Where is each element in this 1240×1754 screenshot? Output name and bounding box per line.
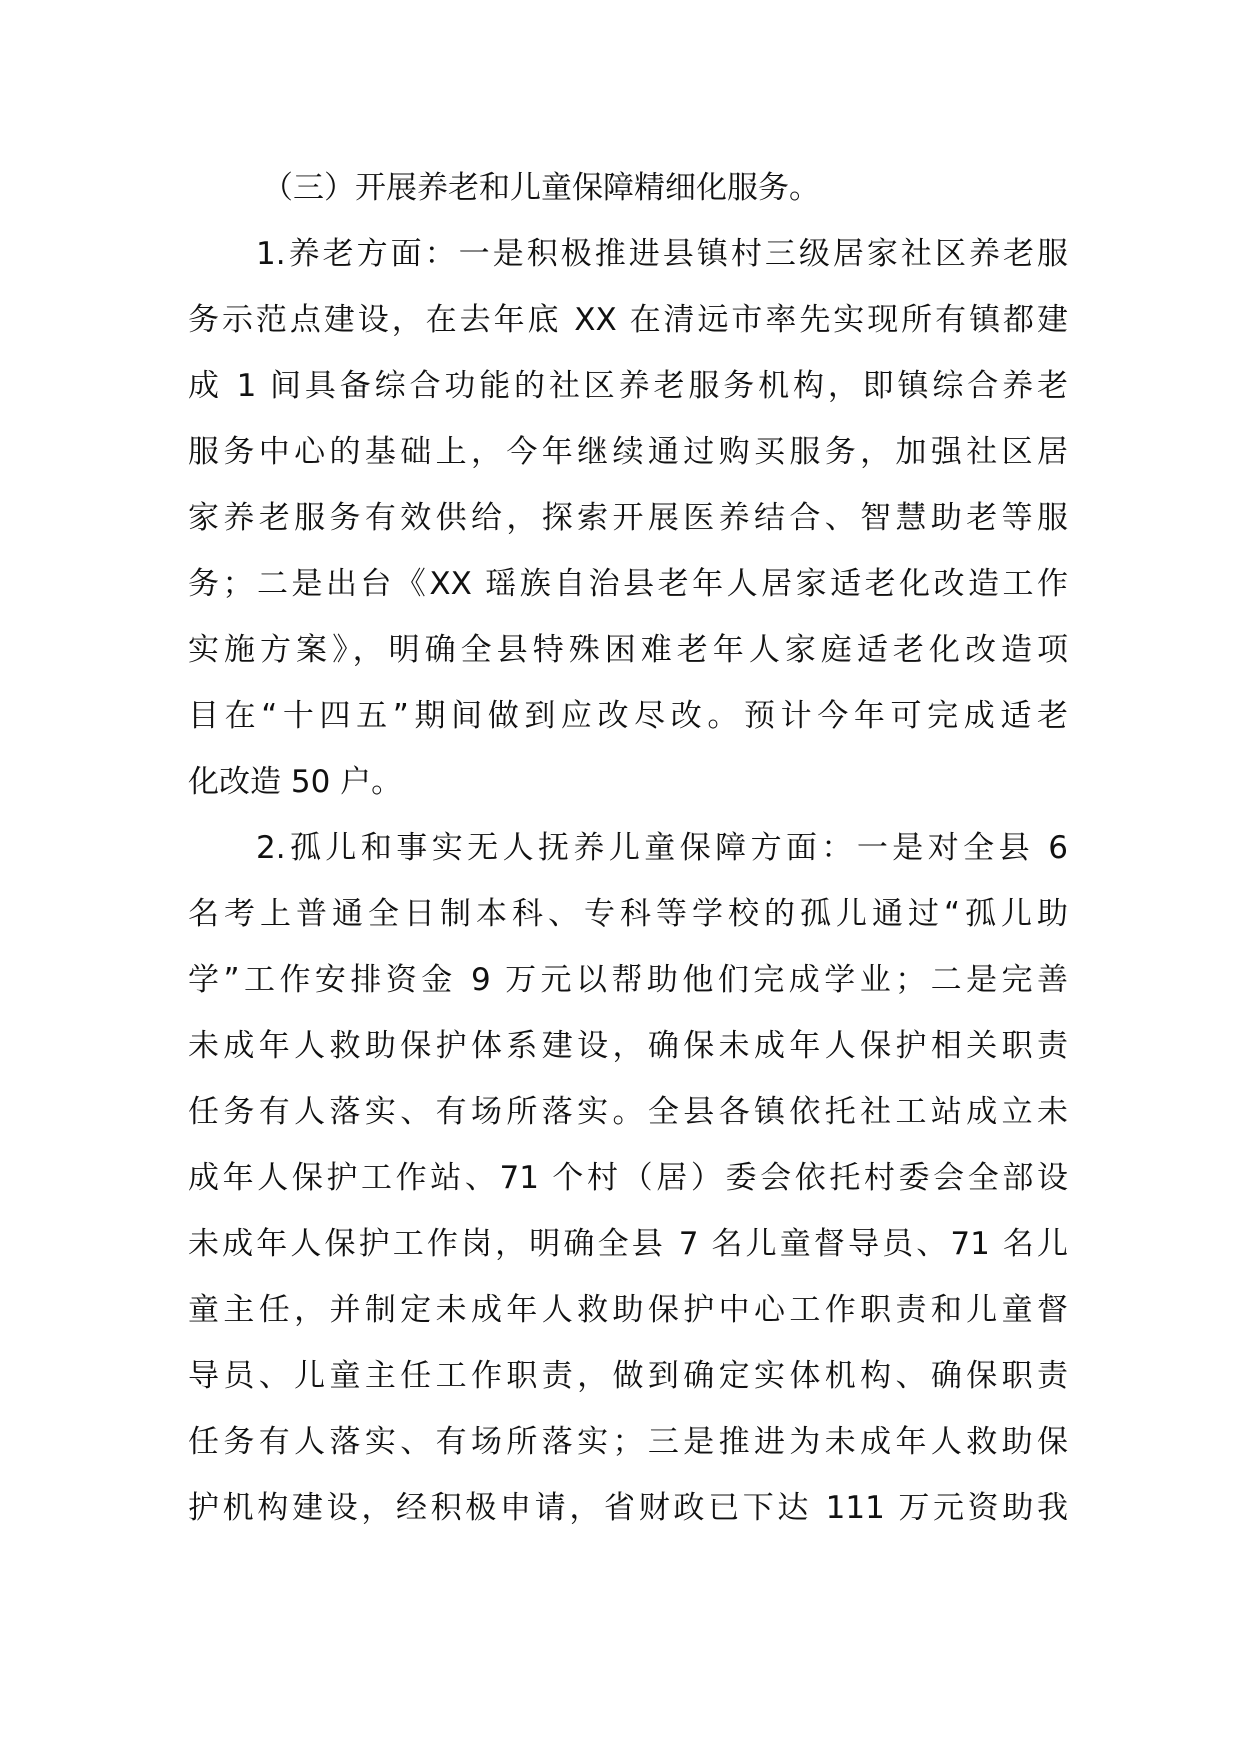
- paragraph-line: 任务有人落实、有场所落实；三是推进为未成年人救助保: [188, 1424, 1068, 1460]
- paragraph-line: 2.孤儿和事实无人抚养儿童保障方面：一是对全县 6: [256, 830, 1068, 866]
- paragraph-line: 服务中心的基础上，今年继续通过购买服务，加强社区居: [188, 434, 1068, 470]
- paragraph-line: 务；二是出台《XX 瑶族自治县老年人居家适老化改造工作: [188, 566, 1068, 602]
- paragraph-line: 实施方案》，明确全县特殊困难老年人家庭适老化改造项: [188, 632, 1068, 668]
- paragraph-line: 化改造 50 户。: [188, 764, 403, 800]
- document-body: [188, 155, 1068, 1541]
- section-heading: （三）开展养老和儿童保障精细化服务。: [262, 170, 820, 206]
- paragraph-line: 成 1 间具备综合功能的社区养老服务机构，即镇综合养老: [188, 368, 1068, 404]
- paragraph-line: 学”工作安排资金 9 万元以帮助他们完成学业；二是完善: [188, 962, 1068, 998]
- paragraph-line: 家养老服务有效供给，探索开展医养结合、智慧助老等服: [188, 500, 1068, 536]
- paragraph-elderly-care: [188, 221, 1068, 815]
- paragraph-line: 未成年人救助保护体系建设，确保未成年人保护相关职责: [188, 1028, 1068, 1064]
- paragraph-child-protection: [188, 815, 1068, 1541]
- paragraph-line: 名考上普通全日制本科、专科等学校的孤儿通过“孤儿助: [188, 896, 1068, 932]
- paragraph-line: 童主任，并制定未成年人救助保护中心工作职责和儿童督: [188, 1292, 1068, 1328]
- paragraph-line: 成年人保护工作站、71 个村（居）委会依托村委会全部设: [188, 1160, 1068, 1196]
- paragraph-line: 护机构建设，经积极申请，省财政已下达 111 万元资助我: [188, 1490, 1068, 1526]
- paragraph-line: 1.养老方面：一是积极推进县镇村三级居家社区养老服: [256, 236, 1068, 272]
- paragraph-line: 任务有人落实、有场所落实。全县各镇依托社工站成立未: [188, 1094, 1068, 1130]
- paragraph-line: 目在“十四五”期间做到应改尽改。预计今年可完成适老: [188, 698, 1068, 734]
- paragraph-line: 导员、儿童主任工作职责，做到确定实体机构、确保职责: [188, 1358, 1068, 1394]
- paragraph-line: 未成年人保护工作岗，明确全县 7 名儿童督导员、71 名儿: [188, 1226, 1068, 1262]
- paragraph-line: 务示范点建设，在去年底 XX 在清远市率先实现所有镇都建: [188, 302, 1068, 338]
